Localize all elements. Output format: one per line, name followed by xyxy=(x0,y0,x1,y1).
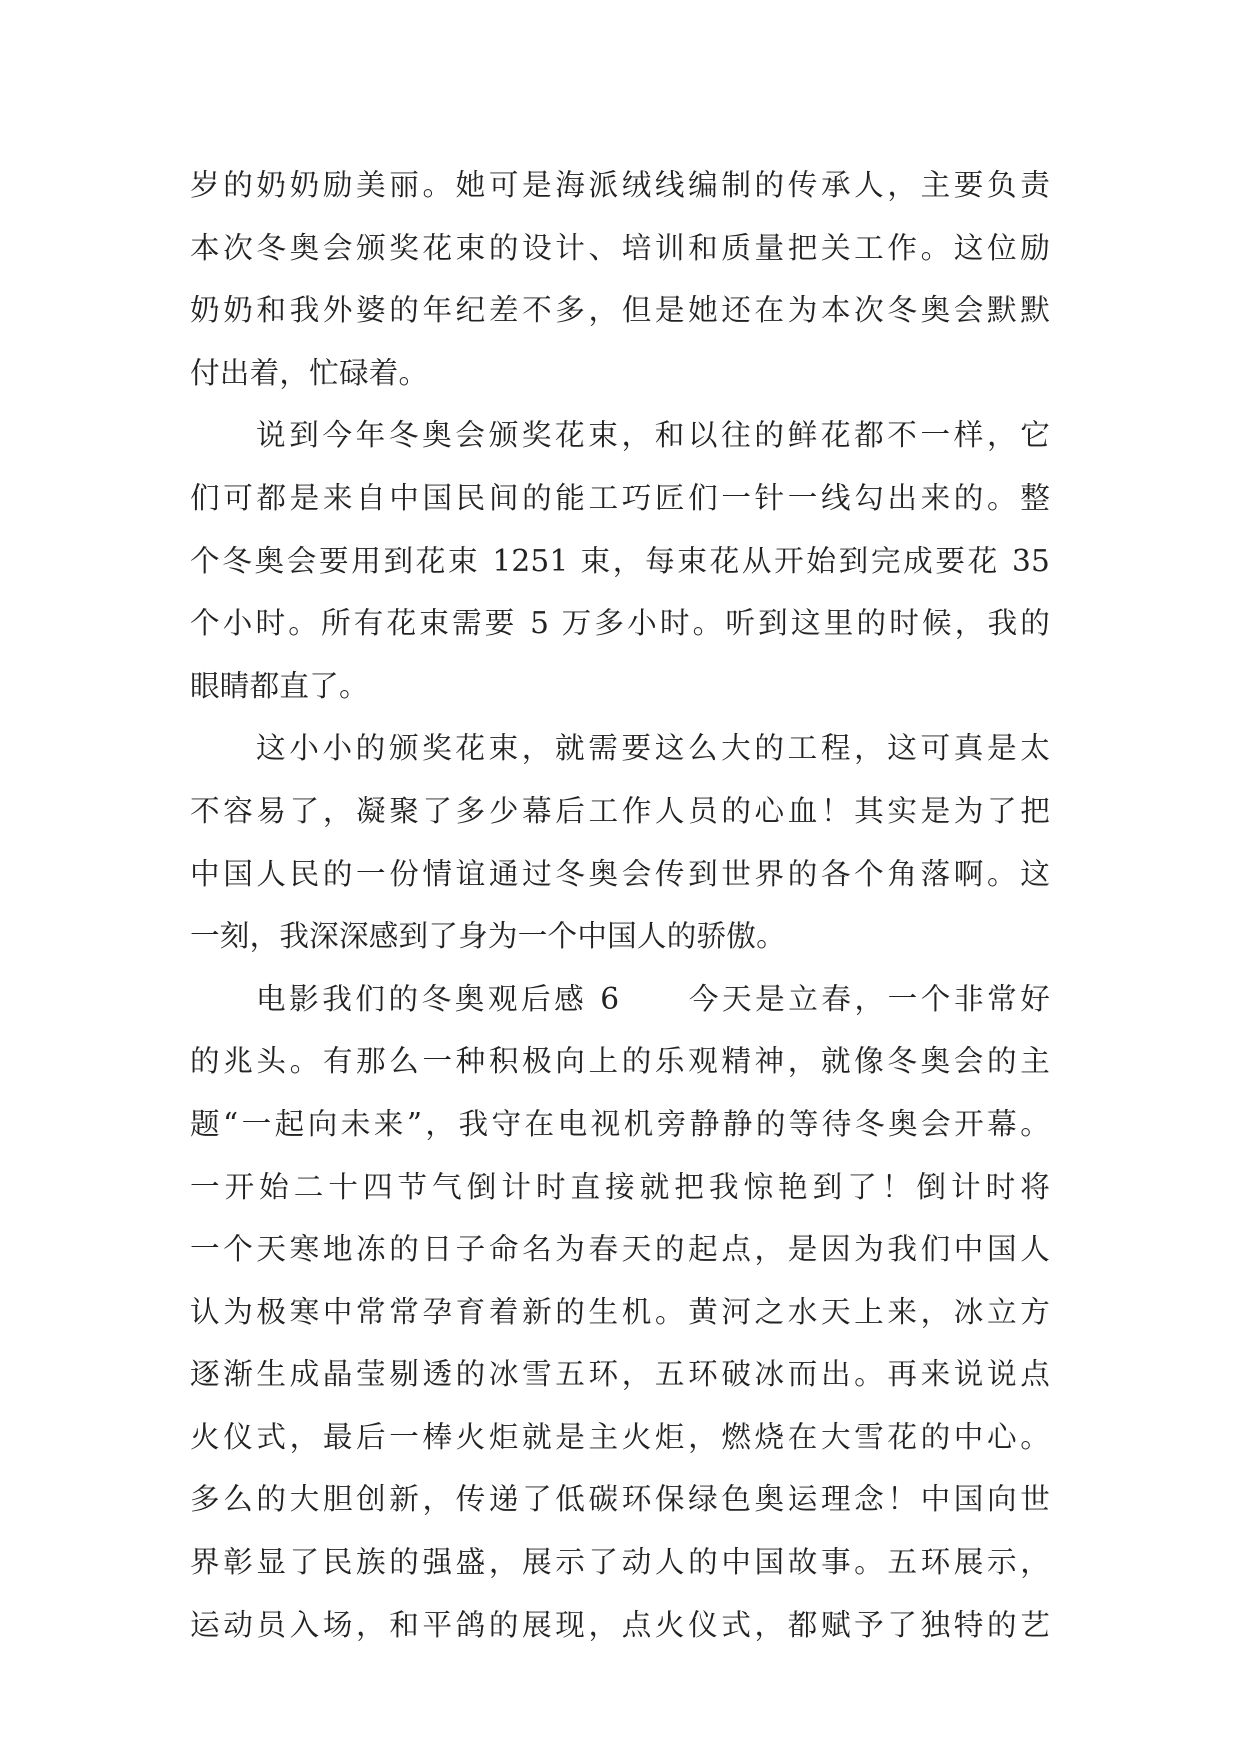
text-line: 个小时。所有花束需要 5 万多小时。听到这里的时候，我的 xyxy=(190,606,1050,641)
text-line: 中国人民的一份情谊通过冬奥会传到世界的各个角落啊。这 xyxy=(190,856,1050,891)
article-body xyxy=(190,162,1050,1664)
text-line: 多么的大胆创新，传递了低碳环保绿色奥运理念！中国向世 xyxy=(190,1482,1050,1517)
text-line: 本次冬奥会颁奖花束的设计、培训和质量把关工作。这位励 xyxy=(190,230,1050,265)
text-line: 们可都是来自中国民间的能工巧匠们一针一线勾出来的。整 xyxy=(190,480,1050,515)
text-line: 奶奶和我外婆的年纪差不多，但是她还在为本次冬奥会默默 xyxy=(190,293,1050,328)
text-line: 付出着，忙碌着。 xyxy=(190,355,429,390)
text-line: 岁的奶奶励美丽。她可是海派绒线编制的传承人，主要负责 xyxy=(190,168,1050,202)
paragraph-first-line: 这小小的颁奖花束，就需要这么大的工程，这可真是太 xyxy=(256,731,1050,766)
text-line: 眼睛都直了。 xyxy=(190,668,369,703)
text-line: 个冬奥会要用到花束 1251 束，每束花从开始到完成要花 35 xyxy=(190,543,1050,578)
text-line: 的兆头。有那么一种积极向上的乐观精神，就像冬奥会的主 xyxy=(190,1044,1050,1079)
text-line: 一个天寒地冻的日子命名为春天的起点，是因为我们中国人 xyxy=(190,1232,1050,1267)
text-line: 界彰显了民族的强盛，展示了动人的中国故事。五环展示， xyxy=(190,1545,1050,1580)
text-line: 一刻，我深深感到了身为一个中国人的骄傲。 xyxy=(190,919,786,954)
text-line: 一开始二十四节气倒计时直接就把我惊艳到了！倒计时将 xyxy=(190,1169,1050,1204)
text-line: 逐渐生成晶莹剔透的冰雪五环，五环破冰而出。再来说说点 xyxy=(190,1357,1050,1392)
paragraph-first-line: 电影我们的冬奥观后感 6 今天是立春，一个非常好 xyxy=(256,981,1050,1016)
text-line: 不容易了，凝聚了多少幕后工作人员的心血！其实是为了把 xyxy=(190,793,1050,828)
text-line: 火仪式，最后一棒火炬就是主火炬，燃烧在大雪花的中心。 xyxy=(190,1419,1050,1454)
paragraph-first-line: 说到今年冬奥会颁奖花束，和以往的鲜花都不一样，它 xyxy=(256,418,1050,453)
text-line: 运动员入场，和平鸽的展现，点火仪式，都赋予了独特的艺 xyxy=(190,1607,1050,1642)
text-line: 认为极寒中常常孕育着新的生机。黄河之水天上来，冰立方 xyxy=(190,1294,1050,1329)
text-line: 题“一起向未来”，我守在电视机旁静静的等待冬奥会开幕。 xyxy=(190,1106,1050,1141)
